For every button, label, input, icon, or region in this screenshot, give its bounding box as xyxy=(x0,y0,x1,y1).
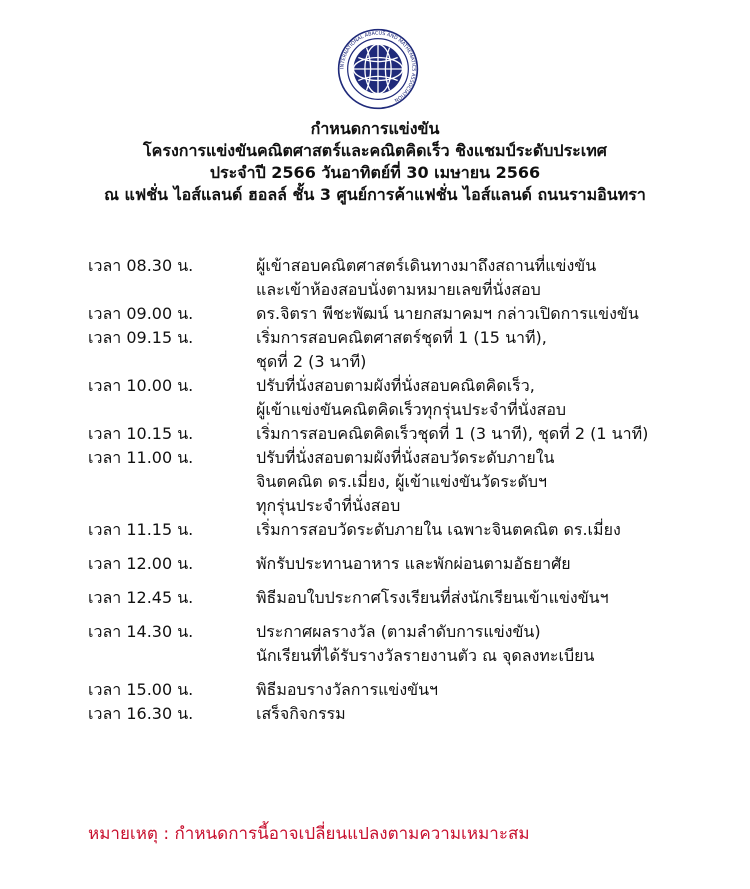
schedule-description-line: ปรับที่นั่งสอบตามผังที่นั่งสอบวัดระดับภายใน xyxy=(256,448,555,467)
schedule-description xyxy=(256,374,728,422)
schedule-description xyxy=(256,422,728,446)
schedule-description-line: เสร็จกิจกรรม xyxy=(256,704,346,723)
schedule-description-line: ชุดที่ 2 (3 นาที) xyxy=(256,352,367,371)
schedule-time: เวลา 16.30 น. xyxy=(88,704,194,723)
schedule-description-line: เริ่มการสอบวัดระดับภายใน เฉพาะจินตคณิต ดร.เมี่ยง xyxy=(256,520,621,539)
schedule-row xyxy=(88,254,728,302)
schedule-description xyxy=(256,702,728,726)
schedule-row xyxy=(88,518,728,542)
schedule-row xyxy=(88,702,728,726)
schedule-description xyxy=(256,678,728,702)
schedule-description-line: เริ่มการสอบคณิตศาสตร์ชุดที่ 1 (15 นาที), xyxy=(256,328,547,347)
schedule-description xyxy=(256,586,728,610)
schedule-time: เวลา 14.30 น. xyxy=(88,622,194,641)
page-title: กำหนดการแข่งขัน xyxy=(310,119,440,138)
schedule-list xyxy=(88,254,728,726)
schedule-row xyxy=(88,620,728,668)
schedule-row xyxy=(88,374,728,422)
schedule-description-line: นักเรียนที่ได้รับรางวัลรายงานตัว ณ จุดลงทะเบียน xyxy=(256,646,595,665)
schedule-row xyxy=(88,302,728,326)
schedule-header xyxy=(0,118,750,206)
schedule-description xyxy=(256,254,728,302)
event-venue: ณ แฟชั่น ไอส์แลนด์ ฮอลล์ ชั้น 3 ศูนย์การค้าแฟชั่น ไอส์แลนด์ ถนนรามอินทรา xyxy=(104,185,646,204)
schedule-description-line: และเข้าห้องสอบนั่งตามหมายเลขที่นั่งสอบ xyxy=(256,280,541,299)
schedule-description xyxy=(256,620,728,668)
schedule-row xyxy=(88,326,728,374)
event-date: ประจำปี 2566 วันอาทิตย์ที่ 30 เมษายน 2566 xyxy=(209,163,541,182)
schedule-description xyxy=(256,302,728,326)
schedule-row xyxy=(88,586,728,610)
logo-ring-text: INTERNATIONAL ABACUS AND MATHEMATICS ASSOCIATION xyxy=(339,30,417,103)
schedule-description-line: พักรับประทานอาหาร และพักผ่อนตามอัธยาศัย xyxy=(256,554,571,573)
schedule-row xyxy=(88,446,728,518)
project-title: โครงการแข่งขันคณิตศาสตร์และคณิตคิดเร็ว ชิงแชมป์ระดับประเทศ xyxy=(143,141,607,160)
schedule-time: เวลา 10.15 น. xyxy=(88,424,194,443)
schedule-description-line: เริ่มการสอบคณิตคิดเร็วชุดที่ 1 (3 นาที), ชุดที่ 2 (1 นาที) xyxy=(256,424,649,443)
schedule-time: เวลา 10.00 น. xyxy=(88,376,194,395)
footnote: หมายเหตุ : กำหนดการนี้อาจเปลี่ยนแปลงตามความเหมาะสม xyxy=(88,824,530,844)
schedule-description-line: ทุกรุ่นประจำที่นั่งสอบ xyxy=(256,496,401,515)
schedule-time: เวลา 12.45 น. xyxy=(88,588,194,607)
schedule-time: เวลา 12.00 น. xyxy=(88,554,194,573)
schedule-description-line: ผู้เข้าสอบคณิตศาสตร์เดินทางมาถึงสถานที่แข่งขัน xyxy=(256,256,597,275)
schedule-description xyxy=(256,518,728,542)
schedule-time: เวลา 08.30 น. xyxy=(88,256,194,275)
association-logo xyxy=(337,28,419,110)
schedule-description-line: ดร.จิตรา พีชะพัฒน์ นายกสมาคมฯ กล่าวเปิดการแข่งขัน xyxy=(256,304,639,323)
schedule-row xyxy=(88,552,728,576)
schedule-time: เวลา 09.00 น. xyxy=(88,304,194,323)
schedule-time: เวลา 15.00 น. xyxy=(88,680,194,699)
schedule-time: เวลา 11.15 น. xyxy=(88,520,194,539)
schedule-description-line: พิธีมอบใบประกาศโรงเรียนที่ส่งนักเรียนเข้าแข่งขันฯ xyxy=(256,588,609,607)
schedule-description-line: ผู้เข้าแข่งขันคณิตคิดเร็วทุกรุ่นประจำที่นั่งสอบ xyxy=(256,400,567,419)
schedule-row xyxy=(88,678,728,702)
schedule-description xyxy=(256,552,728,576)
schedule-description-line: จินตคณิต ดร.เมี่ยง, ผู้เข้าแข่งขันวัดระดับฯ xyxy=(256,472,547,491)
schedule-description-line: พิธีมอบรางวัลการแข่งขันฯ xyxy=(256,680,438,699)
schedule-description-line: ปรับที่นั่งสอบตามผังที่นั่งสอบคณิตคิดเร็ว, xyxy=(256,376,535,395)
schedule-description xyxy=(256,326,728,374)
schedule-time: เวลา 09.15 น. xyxy=(88,328,194,347)
schedule-description-line: ประกาศผลรางวัล (ตามลำดับการแข่งขัน) xyxy=(256,622,541,641)
schedule-time: เวลา 11.00 น. xyxy=(88,448,194,467)
schedule-row xyxy=(88,422,728,446)
schedule-description xyxy=(256,446,728,518)
